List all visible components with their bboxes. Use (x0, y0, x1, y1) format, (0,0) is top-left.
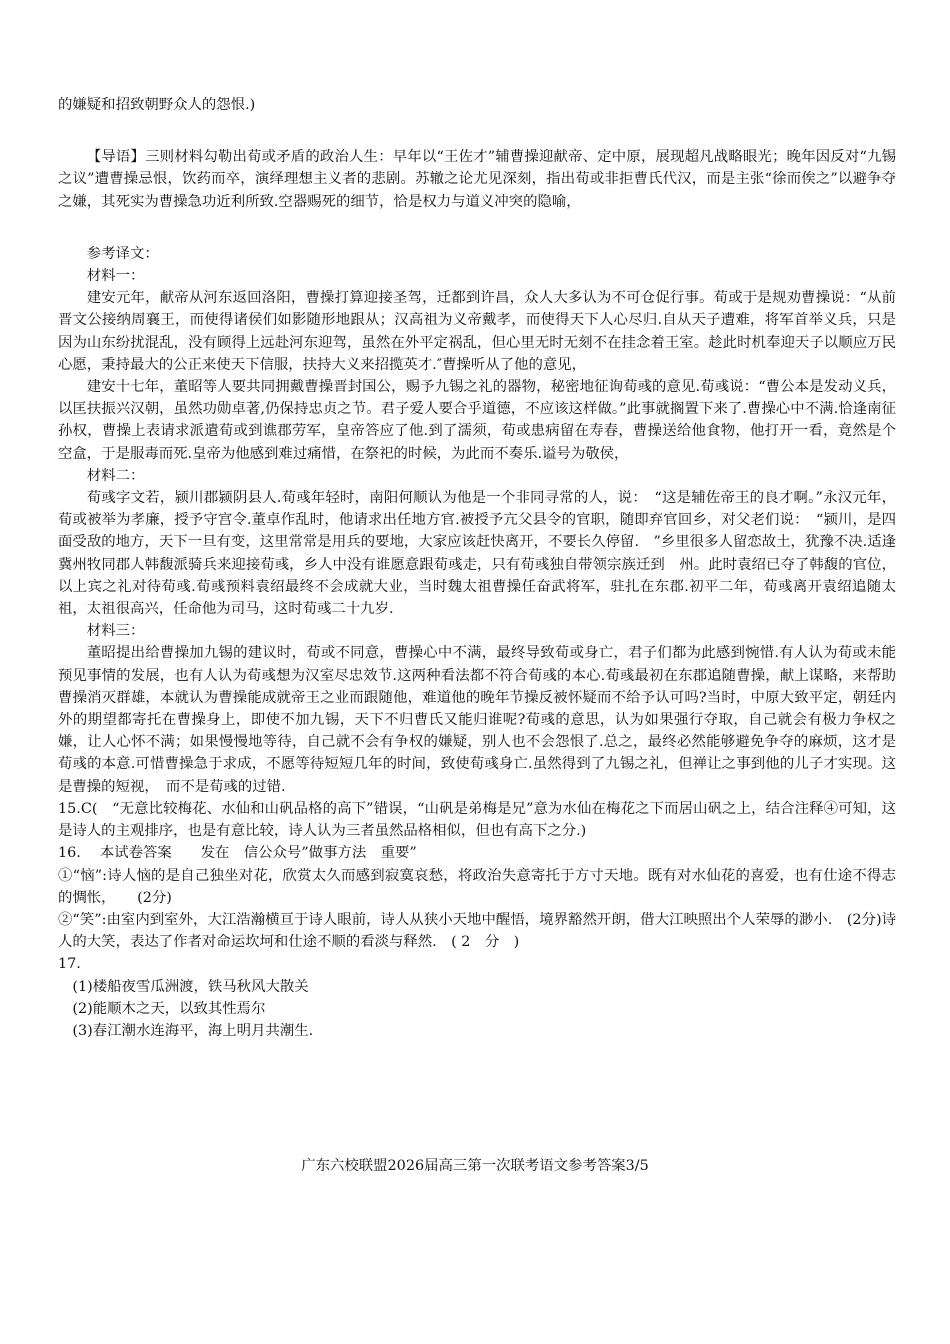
material3-title: 材料三： (86, 623, 145, 640)
question-16-item-1: ①“恼”:诗人恼的是自己独坐对花，欣赏太久而感到寂寞哀愁，将政治失意寄托于方寸天地。既有对水仙花的喜爱，也有仕途不得志的惆怅， (2分) (58, 867, 896, 906)
question-16-line: 16. 本试卷答案 发在 信公众号”做事方法 重要” (58, 845, 417, 862)
material2-title: 材料二： (86, 467, 145, 484)
guide-text: 三则材料勾勒出荀或矛盾的政治人生：早年以“王佐才”辅曹操迎献帝、定中原，展现超凡战略眼光；晚年因反对“九锡之议”遭曹操忌恨，饮药而卒，演绎理想主义者的悲剧。苏辙之论尤见深刻，指出荀或非拒曹氏代汉，而是主张“徐而俟之”以避争夺之嫌，其死实为曹操急功近利所致.空器赐死的细节，恰是权力与道义冲突的隐喻， (58, 149, 896, 210)
question-16-item-2: ②“笑”:由室内到室外，大江浩瀚横亘于诗人眼前，诗人从狭小天地中醒悟，境界豁然开朗，借大江映照出个人荣辱的渺小. (2分)诗人的大笑，表达了作者对命运坎坷和仕途不顺的看淡与释然. ( 2 分 ) (58, 911, 896, 951)
page-footer: 广东六校联盟2026届高三第一次联考语文参考答案3/5 (301, 1158, 649, 1174)
material3-paragraph: 董昭提出给曹操加九锡的建议时，荀或不同意，曹操心中不满，最终导致荀或身亡，君子们都为此感到惋惜.有人认为荀或未能预见事情的发展，也有人认为荀彧想为汉室尽忠效节.这两种看法都不符合荀彧的本心.荀彧最初在东郡追随曹操，献上谋略，来帮助曹操消灭群雄，本就认为曹操能成就帝王之业而跟随他，难道他的晚年节操反被怀疑而不给予认可吗?当时，中原大致平定，朝廷内外的期望都寄托在曹操身上，即使不加九锡，天下不归曹氏又能归谁呢?荀彧的意思，认为如果强行夺取，自己就会有极力争权之嫌，让人心怀不满；如果慢慢地等待，自己就不会有争权的嫌疑，别人也不会怨恨了.总之，最终必然能够避免争夺的麻烦，这才是荀彧的本意.可惜曹操急于求成，不愿等待短短几年的时间，致使荀彧身亡.虽然得到了九锡之礼，但禅让之事到他的儿子才实现。这是曹操的短视， 而不是荀彧的过错. (58, 645, 896, 795)
guide-label: 【导语】 (86, 149, 146, 166)
continued-line: 的嫌疑和招致朝野众人的怨恨.) (58, 97, 256, 113)
question-17-answer-2: (2)能顺木之天，以致其性焉尔 (72, 1000, 266, 1017)
question-17-answer-1: (1)楼船夜雪瓜洲渡，铁马秋风大散关 (72, 978, 309, 995)
question-17-number: 17. (58, 956, 81, 973)
translation-heading: 参考译文： (86, 245, 159, 262)
material2-paragraph: 荀彧字文若，颍川郡颍阴县人.荀彧年轻时，南阳何顺认为他是一个非同寻常的人，说： “这是辅佐帝王的良才啊。”永汉元年，荀或被举为孝廉，授予守宫令.董卓作乱时，他请求出任地方官.被授予亢父县令的官职，随即弃官回乡，对父老们说： “颍川，是四面受敌的地方，天下一旦有变，这里常常是用兵的要地，大家应该赶快离开，不要长久停留. ”乡里很多人留恋故土，犹豫不决.适逢冀州牧同郡人韩馥派骑兵来迎接荀彧，乡人中没有谁愿意跟荀彧走，只有荀彧独自带领宗族迁到 州。此时袁绍已夺了韩馥的官位，以上宾之礼对待荀彧.荀彧预料袁绍最终不会成就大业，当时魏太祖曹操任奋武将军，驻扎在东郡.初平二年，荀彧离开袁绍追随太祖，太祖很高兴，任命他为司马，这时荀彧二十九岁. (58, 490, 896, 618)
answer-document (58, 94, 896, 1042)
guide-paragraph (58, 146, 896, 213)
material1-paragraph-2: 建安十七年，董昭等人要共同拥戴曹操晋封国公，赐予九锡之礼的器物，秘密地征询荀彧的意见.荀彧说：“曹公本是发动义兵，以匡扶振兴汉朝，虽然功勋卓著,仍保持忠贞之节。君子爱人要合乎道德，不应该这样做。”此事就搁置下来了.曹操心中不满.恰逢南征孙权，曹操上表请求派遣荀或到谯郡劳军，皇帝答应了他.到了濡须，荀或患病留在寿春，曹操送给他食物，他打开一看，竟然是个空盒，于是服毒而死.皇帝为他感到难过痛惜，在祭祀的时候，为此而不奏乐.谥号为敬侯， (58, 379, 896, 462)
material1-title: 材料一： (86, 268, 145, 285)
question-15-answer: 15.C( “无意比较梅花、水仙和山矾品格的高下”错误，“山矾是弟梅是兄”意为水仙在梅花之下而居山矾之上，结合注释④可知，这是诗人的主观排序，也是有意比较，诗人认为三者虽然品格相似，但也有高下之分.) (58, 800, 896, 840)
question-17-answer-3: (3)春江潮水连海平，海上明月共潮生. (72, 1022, 314, 1039)
material1-paragraph-1: 建安元年，献帝从河东返回洛阳，曹操打算迎接圣驾，迁都到许昌，众人大多认为不可仓促行事。荀或于是规劝曹操说：“从前晋文公接纳周襄王，而使得诸侯们如影随形地跟从；汉高祖为义帝戴孝，而使得天下人心尽归.自从天子遭难，将军首举义兵，只是因为山东纷扰混乱，没有顾得上远赴河东迎驾，虽然在外平定祸乱，但心里无时无刻不在挂念着王室。趁此时机奉迎天子以顺应万民心愿，秉持最大的公正来使天下信服，扶持大义来招揽英才.″曹操听从了他的意见， (58, 290, 896, 373)
